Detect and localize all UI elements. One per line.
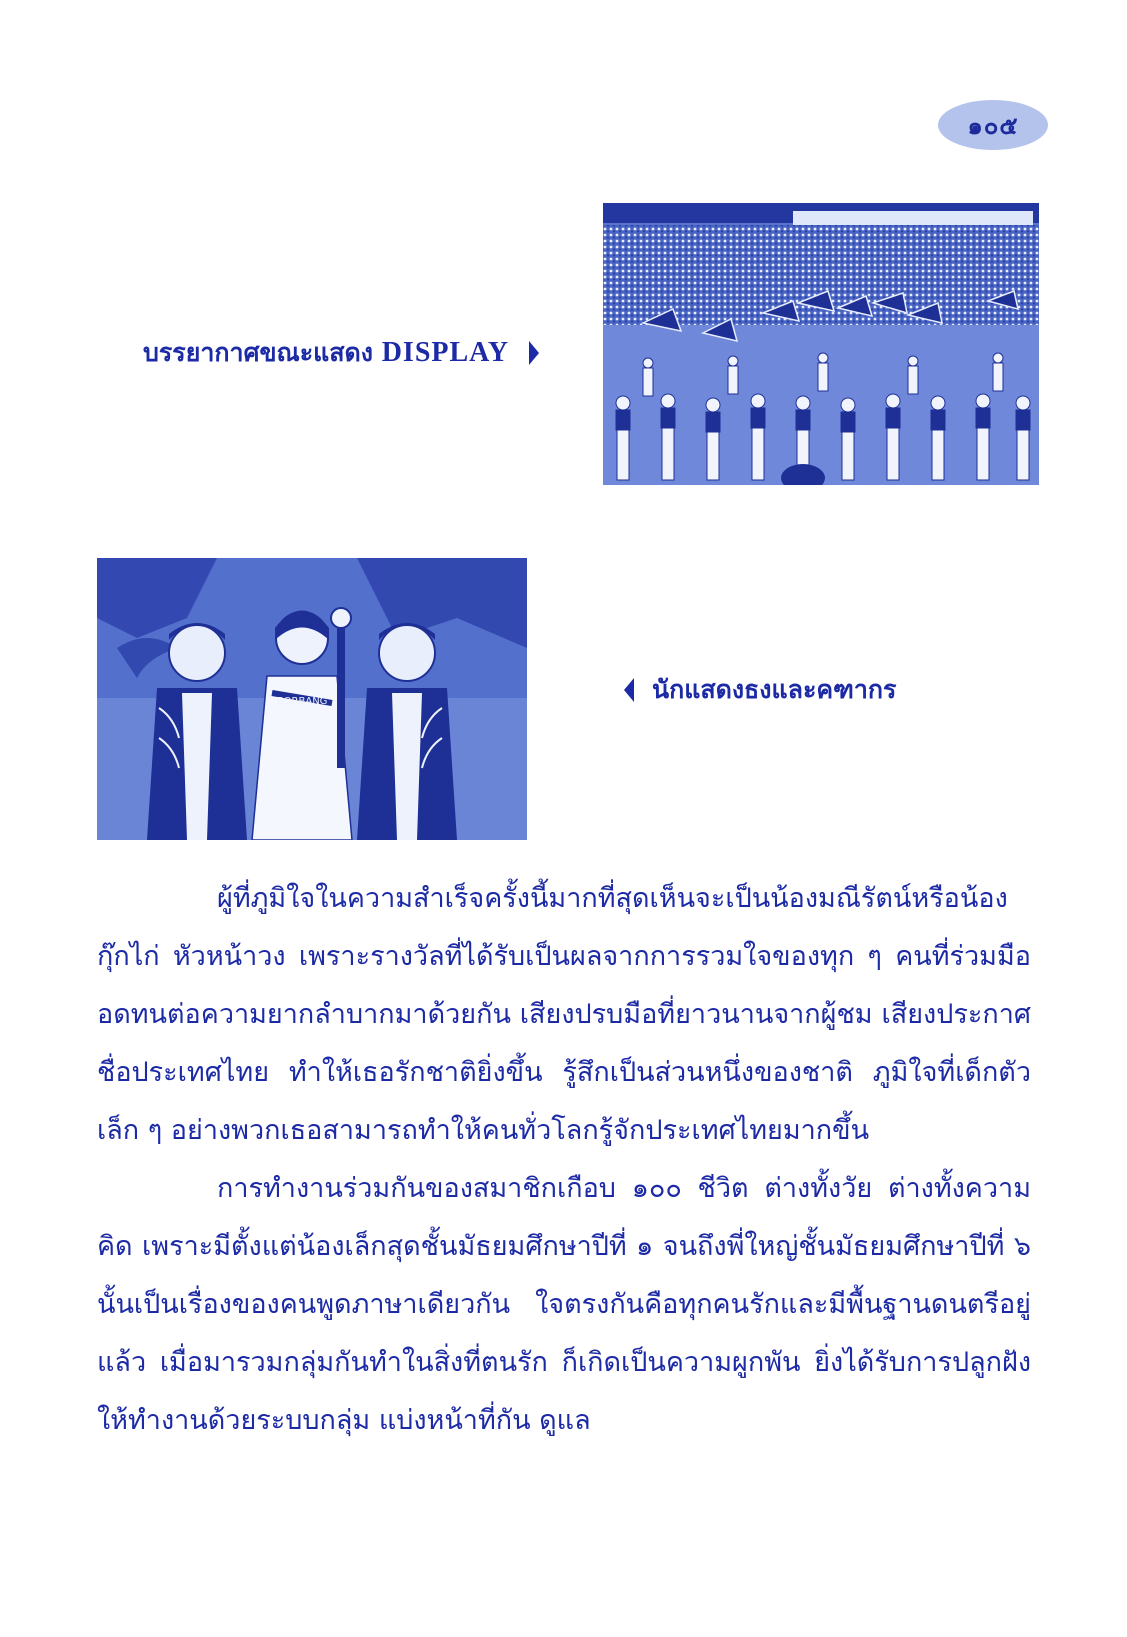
caption-performers-text: นักแสดงธงและคฑากร	[652, 675, 897, 704]
pointer-right-icon	[527, 341, 540, 365]
paragraph-2: การทำงานร่วมกันของสมาชิกเกือบ ๑๐๐ ชีวิต ต่างทั้งวัย ต่างทั้งความคิด เพราะมีตั้งแต่น้องเล็กสุดชั้นมัธยมศึกษาปีที่ ๑ จนถึงพี่ใหญ่ชั้นมัธยมศึกษาปีที่ ๖ นั้นเป็นเรื่องของคนพูดภาษาเดียวกัน ใจตรงกันคือทุกคนรักและมีพื้นฐานดนตรีอยู่แล้ว เมื่อมารวมกลุ่มกันทำในสิ่งที่ตนรัก ก็เกิดเป็นความผูกพัน ยิ่งได้รับการปลูกฝังให้ทำงานด้วยระบบกลุ่ม แบ่งหน้าที่กัน ดูแล	[97, 1173, 1031, 1436]
page-number: ๑๐๕	[938, 100, 1048, 150]
caption-thai-text: บรรยากาศขณะแสดง	[143, 338, 373, 367]
stadium-photo-caption	[143, 333, 540, 373]
three-performers-image	[97, 558, 527, 840]
performers-photo	[97, 558, 527, 840]
stadium-display-photo	[603, 203, 1039, 485]
caption-latin-text: DISPLAY	[381, 337, 510, 368]
paragraph-1: ผู้ที่ภูมิใจในความสำเร็จครั้งนี้มากที่สุดเห็นจะเป็นน้องมณีรัตน์หรือน้องกุ๊กไก่ หัวหน้าวง เพราะรางวัลที่ได้รับเป็นผลจากการรวมใจของทุก ๆ คนที่ร่วมมืออดทนต่อความยากลำบากมาด้วยกัน เสียงปรบมือที่ยาวนานจากผู้ชม เสียงประกาศชื่อประเทศไทย ทำให้เธอรักชาติยิ่งขึ้น รู้สึกเป็นส่วนหนึ่งของชาติ ภูมิใจที่เด็กตัวเล็ก ๆ อย่างพวกเธอสามารถทำให้คนทั่วโลกรู้จักประเทศไทยมากขึ้น	[97, 883, 1031, 1146]
sash-text: BORBANG	[277, 696, 328, 707]
marching-band-stadium-image	[603, 203, 1039, 485]
performers-photo-caption	[623, 670, 896, 710]
body-text	[97, 870, 1031, 1450]
pointer-left-icon	[623, 678, 636, 702]
